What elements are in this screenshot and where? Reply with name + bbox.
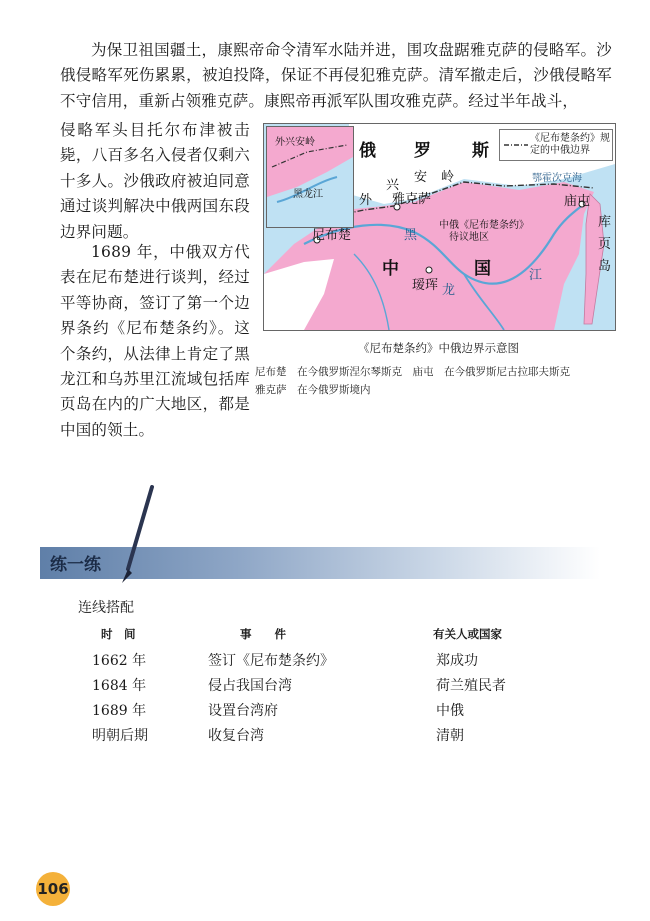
header-party: 有关人或国家	[433, 627, 502, 641]
event-item: 签订《尼布楚条约》	[208, 653, 334, 669]
treaty-paragraph: 1689 年，中俄双方代表在尼布楚进行谈判，经过平等协商，签订了第一个边界条约《尼布楚条约》。这个条约，从法律上肯定了黑龙江和乌苏里江流域包括库页岛在内的广大地区，都是中国的领土。	[60, 243, 250, 439]
label-yakesa: 雅克萨	[392, 192, 432, 207]
label-aihui: 瑷珲	[412, 278, 439, 293]
time-item: 1662 年	[92, 653, 147, 669]
header-event: 事 件	[240, 627, 286, 641]
label-russia-2: 罗	[414, 141, 431, 161]
label-xing: 兴	[386, 178, 400, 193]
label-wai: 外	[359, 193, 373, 208]
inset-label-river: 黑龙江	[293, 189, 323, 200]
label-an: 安	[414, 170, 428, 185]
legend-text: 《尼布楚条约》规定的中俄边界	[530, 133, 610, 156]
label-kuyedao: 库页岛	[598, 215, 612, 274]
label-long: 龙	[442, 283, 456, 298]
label-jiang: 江	[529, 268, 543, 283]
label-treaty-area-2: 待议地区	[449, 232, 489, 243]
inset-map	[266, 126, 354, 228]
time-item: 明朝后期	[92, 728, 148, 744]
party-item: 清朝	[436, 728, 464, 744]
label-nibuchu: 尼布楚	[312, 228, 352, 243]
party-item: 荷兰殖民者	[436, 678, 506, 694]
time-item: 1689 年	[92, 703, 147, 719]
label-russia-1: 俄	[359, 141, 376, 161]
map-note-2: 雅克萨 在今俄罗斯境内	[255, 384, 371, 396]
map-legend	[499, 129, 613, 161]
map-note-1: 尼布楚 在今俄罗斯涅尔琴斯克 庙屯 在今俄罗斯尼古拉耶夫斯克	[255, 366, 570, 378]
label-russia-3: 斯	[472, 141, 489, 161]
match-instruction: 连线搭配	[78, 600, 134, 616]
brush-pen-icon	[118, 485, 158, 585]
event-item: 收复台湾	[208, 728, 264, 744]
inset-label-range: 外兴安岭	[275, 137, 315, 148]
time-item: 1684 年	[92, 678, 147, 694]
label-sea: 鄂霍次克海	[532, 173, 582, 184]
event-item: 设置台湾府	[208, 703, 278, 719]
event-item: 侵占我国台湾	[208, 678, 292, 694]
label-miaotun: 庙屯	[564, 194, 591, 209]
intro-paragraph: 为保卫祖国疆土，康熙帝命令清军水陆并进，围攻盘踞雅克萨的侵略军。沙俄侵略军死伤累累，被迫投降，保证不再侵犯雅克萨。清军撤走后，沙俄侵略军不守信用，重新占领雅克萨。康熙帝再派军队围攻雅克萨。经过半年战斗，	[60, 41, 612, 110]
legend-line-icon	[503, 140, 529, 150]
page-number: 106	[36, 872, 70, 906]
label-treaty-area-1: 中俄《尼布楚条约》	[439, 220, 529, 231]
header-time: 时 间	[101, 627, 136, 641]
label-heilong: 黑	[404, 228, 418, 243]
party-item: 郑成功	[436, 653, 478, 669]
treaty-map	[263, 123, 616, 331]
label-china-1: 中	[382, 259, 399, 279]
exercise-title: 练一练	[50, 555, 101, 575]
label-china-2: 国	[474, 259, 491, 279]
party-item: 中俄	[436, 703, 464, 719]
map-caption: 《尼布楚条约》中俄边界示意图	[358, 341, 519, 355]
battle-paragraph: 侵略军头目托尔布津被击毙，八百多名入侵者仅剩六十多人。沙俄政府被迫同意通过谈判解决中俄两国东段边界问题。	[60, 121, 250, 241]
label-ling: 岭	[441, 170, 455, 185]
